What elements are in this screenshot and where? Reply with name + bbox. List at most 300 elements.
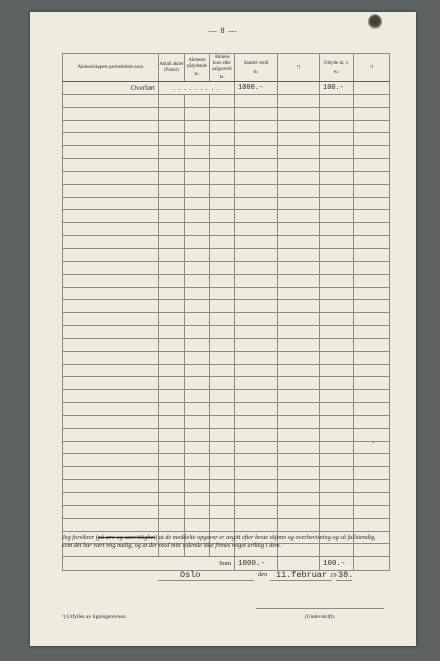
table-cell xyxy=(159,441,185,454)
table-cell xyxy=(235,210,278,223)
table-cell xyxy=(63,415,159,428)
table-cell xyxy=(185,133,210,146)
table-cell xyxy=(278,82,320,95)
table-cell xyxy=(185,428,210,441)
table-cell xyxy=(235,184,278,197)
table-row xyxy=(63,518,390,531)
header-col8: ¹) xyxy=(354,54,390,82)
shares-table xyxy=(62,53,390,571)
signature-line xyxy=(256,608,384,609)
table-cell xyxy=(185,274,210,287)
table-cell xyxy=(354,223,390,236)
table-cell xyxy=(210,505,235,518)
table-cell xyxy=(185,210,210,223)
table-cell xyxy=(320,364,354,377)
table-cell xyxy=(210,338,235,351)
table-cell xyxy=(159,403,185,416)
table-row xyxy=(63,107,390,120)
table-cell xyxy=(210,493,235,506)
table-cell xyxy=(210,403,235,416)
table-row xyxy=(63,236,390,249)
table-cell xyxy=(278,236,320,249)
table-cell xyxy=(354,274,390,287)
table-cell xyxy=(354,107,390,120)
table-cell xyxy=(354,300,390,313)
table-cell xyxy=(278,505,320,518)
table-cell xyxy=(63,377,159,390)
table-cell xyxy=(235,326,278,339)
table-row xyxy=(63,120,390,133)
table-cell xyxy=(63,274,159,287)
table-row xyxy=(63,351,390,364)
table-cell xyxy=(278,364,320,377)
table-cell xyxy=(159,146,185,159)
table-cell xyxy=(235,518,278,531)
table-cell xyxy=(63,261,159,274)
table-cell xyxy=(185,184,210,197)
table-cell xyxy=(159,248,185,261)
table-cell xyxy=(354,210,390,223)
table-cell xyxy=(235,480,278,493)
table-cell xyxy=(320,184,354,197)
table-cell xyxy=(235,505,278,518)
carried-dots: . . . . . . . . . xyxy=(159,82,235,95)
table-cell xyxy=(210,197,235,210)
table-cell xyxy=(159,493,185,506)
table-cell xyxy=(354,159,390,172)
den-label: den xyxy=(258,571,268,578)
table-cell xyxy=(63,184,159,197)
table-cell xyxy=(210,120,235,133)
table-cell xyxy=(185,454,210,467)
table-cell xyxy=(278,171,320,184)
table-cell xyxy=(235,107,278,120)
table-cell xyxy=(159,184,185,197)
table-row xyxy=(63,184,390,197)
table-cell xyxy=(210,94,235,107)
table-cell xyxy=(278,261,320,274)
table-cell xyxy=(235,120,278,133)
table-cell xyxy=(354,351,390,364)
table-cell xyxy=(278,326,320,339)
table-cell xyxy=(185,351,210,364)
table-cell xyxy=(63,300,159,313)
table-cell xyxy=(278,248,320,261)
table-cell xyxy=(210,480,235,493)
table-cell xyxy=(278,223,320,236)
table-cell xyxy=(320,133,354,146)
table-cell xyxy=(210,364,235,377)
table-cell xyxy=(185,518,210,531)
year-line xyxy=(336,580,352,581)
table-row xyxy=(63,338,390,351)
table-cell xyxy=(354,287,390,300)
table-cell xyxy=(320,454,354,467)
table-cell xyxy=(63,505,159,518)
table-row xyxy=(63,467,390,480)
table-row xyxy=(63,287,390,300)
table-cell xyxy=(185,390,210,403)
table-cell xyxy=(354,313,390,326)
table-cell xyxy=(235,133,278,146)
table-row xyxy=(63,428,390,441)
table-cell xyxy=(63,236,159,249)
table-cell xyxy=(278,94,320,107)
table-row xyxy=(63,248,390,261)
table-cell xyxy=(278,107,320,120)
table-cell xyxy=(354,364,390,377)
date-value: 11.februar xyxy=(276,570,328,580)
table-cell xyxy=(185,159,210,172)
table-cell xyxy=(320,428,354,441)
table-cell xyxy=(354,120,390,133)
table-cell xyxy=(63,390,159,403)
table-cell xyxy=(63,403,159,416)
table-cell xyxy=(320,236,354,249)
century-label: 19 xyxy=(330,572,337,579)
table-cell xyxy=(210,107,235,120)
table-cell xyxy=(63,454,159,467)
table-cell xyxy=(210,518,235,531)
table-cell xyxy=(320,274,354,287)
table-cell xyxy=(159,454,185,467)
table-row xyxy=(63,159,390,172)
header-dividend: Utbytte m. v. Kr. xyxy=(320,54,354,82)
table-cell xyxy=(278,377,320,390)
table-cell xyxy=(159,236,185,249)
table-cell xyxy=(354,390,390,403)
table-cell xyxy=(320,159,354,172)
table-cell xyxy=(320,146,354,159)
table-cell xyxy=(235,223,278,236)
table-cell xyxy=(278,146,320,159)
table-cell xyxy=(278,493,320,506)
table-cell xyxy=(63,493,159,506)
table-cell xyxy=(320,287,354,300)
table-cell xyxy=(354,454,390,467)
table-cell xyxy=(159,351,185,364)
table-cell xyxy=(210,184,235,197)
table-row xyxy=(63,210,390,223)
table-cell xyxy=(278,274,320,287)
table-cell xyxy=(235,236,278,249)
table-row xyxy=(63,480,390,493)
table-row xyxy=(63,94,390,107)
table-cell xyxy=(210,146,235,159)
table-cell xyxy=(210,274,235,287)
table-cell xyxy=(159,223,185,236)
table-cell xyxy=(278,210,320,223)
table-cell xyxy=(159,428,185,441)
table-cell xyxy=(235,338,278,351)
unit-label: Kr. xyxy=(253,68,259,74)
table-cell xyxy=(354,338,390,351)
table-cell xyxy=(159,120,185,133)
table-cell xyxy=(278,197,320,210)
table-cell xyxy=(320,120,354,133)
table-cell xyxy=(185,300,210,313)
table-row xyxy=(63,223,390,236)
table-cell xyxy=(210,210,235,223)
table-cell xyxy=(354,377,390,390)
table-cell xyxy=(63,223,159,236)
table-cell xyxy=(63,248,159,261)
table-cell xyxy=(63,313,159,326)
table-cell xyxy=(278,390,320,403)
table-cell xyxy=(210,248,235,261)
table-cell xyxy=(159,377,185,390)
table-cell xyxy=(235,403,278,416)
table-cell xyxy=(210,313,235,326)
table-cell xyxy=(159,287,185,300)
table-cell xyxy=(210,236,235,249)
table-cell xyxy=(159,107,185,120)
table-cell xyxy=(185,377,210,390)
table-cell xyxy=(320,493,354,506)
table-row xyxy=(63,403,390,416)
table-cell xyxy=(278,480,320,493)
table-cell xyxy=(320,94,354,107)
table-cell xyxy=(63,159,159,172)
table-cell xyxy=(159,338,185,351)
table-cell xyxy=(235,159,278,172)
table-cell xyxy=(235,390,278,403)
table-cell xyxy=(210,390,235,403)
table-cell xyxy=(320,467,354,480)
table-cell xyxy=(320,248,354,261)
table-cell xyxy=(185,364,210,377)
table-cell xyxy=(185,94,210,107)
table-cell xyxy=(320,377,354,390)
carried-dividend: 100.- xyxy=(320,82,354,95)
table-cell xyxy=(159,480,185,493)
table-cell xyxy=(320,415,354,428)
page-number: — 8 — xyxy=(208,26,238,35)
table-cell xyxy=(63,518,159,531)
table-cell xyxy=(235,467,278,480)
table-cell xyxy=(320,505,354,518)
table-cell xyxy=(185,480,210,493)
signature-place-date xyxy=(62,568,387,582)
table-cell xyxy=(354,493,390,506)
table-cell xyxy=(63,326,159,339)
table-cell xyxy=(278,454,320,467)
table-cell xyxy=(320,518,354,531)
table-row xyxy=(63,454,390,467)
table-cell xyxy=(63,197,159,210)
year-value: 38. xyxy=(338,570,354,580)
table-cell xyxy=(235,274,278,287)
table-cell xyxy=(235,493,278,506)
table-cell xyxy=(185,415,210,428)
table-cell xyxy=(159,505,185,518)
table-cell xyxy=(185,120,210,133)
table-cell xyxy=(354,518,390,531)
table-cell xyxy=(63,107,159,120)
table-cell xyxy=(63,428,159,441)
table-cell xyxy=(278,428,320,441)
table-cell xyxy=(320,480,354,493)
table-cell xyxy=(210,300,235,313)
header-face-value: Aktienes pålydende Kr. xyxy=(185,54,210,82)
table-cell xyxy=(235,351,278,364)
table-cell xyxy=(354,146,390,159)
table-cell xyxy=(354,197,390,210)
table-cell xyxy=(320,107,354,120)
table-cell xyxy=(185,441,210,454)
table-cell xyxy=(185,236,210,249)
header-count: Antall aktier (Parter) xyxy=(159,54,185,82)
table-cell xyxy=(354,248,390,261)
table-row xyxy=(63,300,390,313)
table-cell xyxy=(354,236,390,249)
table-cell xyxy=(210,171,235,184)
table-cell xyxy=(210,326,235,339)
table-cell xyxy=(278,338,320,351)
table-cell xyxy=(185,261,210,274)
table-cell xyxy=(63,210,159,223)
table-cell xyxy=(278,287,320,300)
table-cell xyxy=(320,300,354,313)
table-cell xyxy=(159,415,185,428)
table-cell xyxy=(185,287,210,300)
table-row xyxy=(63,390,390,403)
table-cell xyxy=(159,210,185,223)
table-row xyxy=(63,415,390,428)
table-cell xyxy=(185,197,210,210)
table-cell xyxy=(235,171,278,184)
table-row xyxy=(63,313,390,326)
table-cell xyxy=(354,184,390,197)
table-cell xyxy=(185,505,210,518)
table-cell xyxy=(235,287,278,300)
table-cell xyxy=(185,313,210,326)
table-cell xyxy=(185,223,210,236)
table-cell xyxy=(159,159,185,172)
table-cell xyxy=(63,120,159,133)
declaration-text: Jeg forsikrer (på ære og samvittighet) at de meddelte opgaver er avgitt efter beste skjønn og overbevisning og så fullstendig, som det har vært mig mulig, og at der med mitt vidende ikke finnes noget uriktig i dem. xyxy=(62,534,376,549)
table-cell xyxy=(354,133,390,146)
table-cell xyxy=(320,210,354,223)
sum-label: Sum xyxy=(63,557,235,571)
header-company: Aktieselskapets partrederiets navn xyxy=(63,54,159,82)
table-cell xyxy=(235,428,278,441)
table-cell xyxy=(185,171,210,184)
header-total: Samlet verdi Kr. xyxy=(235,54,278,82)
table-cell xyxy=(210,428,235,441)
table-cell xyxy=(354,467,390,480)
table-cell xyxy=(63,364,159,377)
table-cell xyxy=(210,441,235,454)
table-row xyxy=(63,171,390,184)
table-cell xyxy=(354,326,390,339)
table-cell xyxy=(159,518,185,531)
table-cell xyxy=(235,441,278,454)
table-cell xyxy=(235,146,278,159)
table-row xyxy=(63,364,390,377)
table-cell xyxy=(210,415,235,428)
table-cell xyxy=(278,467,320,480)
unit-label: Kr. xyxy=(194,71,200,77)
table-cell xyxy=(63,441,159,454)
table-cell xyxy=(320,338,354,351)
table-cell xyxy=(210,133,235,146)
table-cell xyxy=(354,403,390,416)
table-cell xyxy=(235,261,278,274)
table-row xyxy=(63,377,390,390)
table-cell xyxy=(185,248,210,261)
table-cell xyxy=(278,159,320,172)
table-row xyxy=(63,493,390,506)
table-cell xyxy=(235,197,278,210)
table-cell xyxy=(278,184,320,197)
date-line xyxy=(270,580,332,581)
table-cell xyxy=(354,505,390,518)
table-cell xyxy=(63,171,159,184)
table-cell xyxy=(278,415,320,428)
table-cell xyxy=(320,326,354,339)
table-cell xyxy=(235,377,278,390)
table-cell xyxy=(235,300,278,313)
table-cell xyxy=(210,223,235,236)
unit-label: Kr. xyxy=(334,68,339,74)
table-cell xyxy=(185,146,210,159)
table-cell xyxy=(63,94,159,107)
sum-total: 1000.- xyxy=(235,557,278,571)
place-value: Oslo xyxy=(180,570,201,580)
table-cell xyxy=(235,364,278,377)
table-cell xyxy=(235,94,278,107)
header-price: Aktiens kurs eller salgsverdi Kr. xyxy=(210,54,235,82)
table-cell xyxy=(185,326,210,339)
footnote: ¹) Utfylles av ligningsrevisor. xyxy=(62,614,127,620)
table-cell xyxy=(185,338,210,351)
table-row xyxy=(63,505,390,518)
header-col6: ¹) xyxy=(278,54,320,82)
table-cell xyxy=(320,171,354,184)
table-cell xyxy=(278,300,320,313)
table-cell xyxy=(159,467,185,480)
table-cell xyxy=(320,403,354,416)
table-cell xyxy=(320,351,354,364)
signature-caption: (Underskrift). xyxy=(304,614,336,620)
table-cell xyxy=(210,454,235,467)
table-cell xyxy=(354,94,390,107)
table-cell xyxy=(63,287,159,300)
table-cell xyxy=(278,313,320,326)
table-cell xyxy=(235,454,278,467)
table-header-row xyxy=(63,54,390,82)
table-cell xyxy=(210,467,235,480)
table-cell xyxy=(159,326,185,339)
table-cell xyxy=(354,480,390,493)
table-cell xyxy=(159,300,185,313)
table-row xyxy=(63,133,390,146)
sum-dividend: 100.- xyxy=(320,557,354,571)
carried-label: Overført xyxy=(63,82,159,95)
table-cell xyxy=(159,313,185,326)
carried-total: 1000.- xyxy=(235,82,278,95)
table-cell xyxy=(354,261,390,274)
place-line xyxy=(158,580,254,581)
table-cell xyxy=(210,159,235,172)
table-cell xyxy=(210,287,235,300)
table-cell xyxy=(63,467,159,480)
carried-row xyxy=(63,82,390,95)
table-cell xyxy=(278,351,320,364)
table-cell xyxy=(159,197,185,210)
table-cell xyxy=(185,107,210,120)
